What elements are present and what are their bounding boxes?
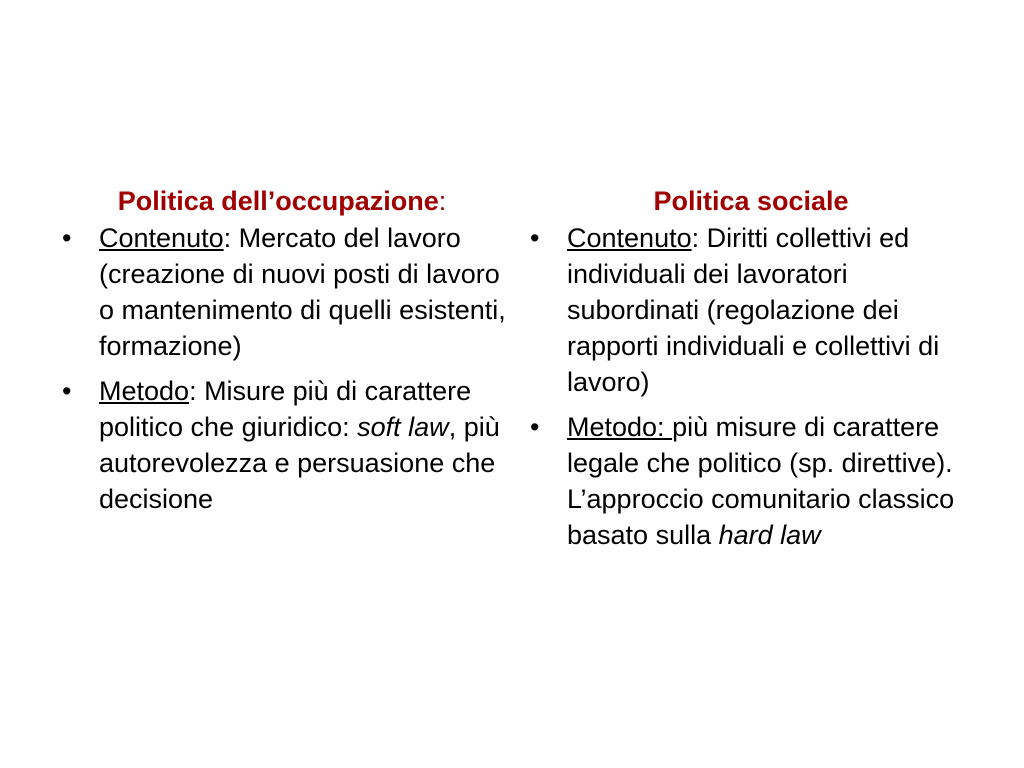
left-bullet-metodo bbox=[58, 373, 506, 517]
left-column-title bbox=[58, 183, 506, 219]
bullet-label: Metodo: bbox=[567, 412, 673, 442]
bullet-icon: • bbox=[62, 223, 72, 253]
left-column bbox=[58, 183, 506, 526]
left-title-text: Politica dell’occupazione bbox=[117, 186, 439, 216]
bullet-text-after: , più autorevolezza e persuasione che decisione bbox=[99, 412, 500, 514]
bullet-icon: • bbox=[530, 223, 540, 253]
bullet-text-before: più misure di carattere legale che politico (sp. direttive). L’approccio comunitario classico basato sulla bbox=[567, 412, 955, 550]
bullet-icon: • bbox=[530, 412, 540, 442]
right-bullet-metodo bbox=[526, 409, 976, 553]
bullet-label: Metodo bbox=[99, 376, 190, 406]
left-title-suffix: : bbox=[438, 186, 447, 216]
right-column bbox=[526, 183, 976, 562]
bullet-emphasis: hard law bbox=[718, 520, 821, 550]
bullet-text: : Mercato del lavoro (creazione di nuovi posti di lavoro o mantenimento di quelli esistenti, formazione) bbox=[99, 223, 506, 361]
left-bullet-contenuto bbox=[58, 220, 506, 364]
bullet-icon: • bbox=[62, 376, 72, 406]
left-bullet-list bbox=[58, 220, 506, 517]
bullet-label: Contenuto bbox=[567, 223, 692, 253]
bullet-text-before: : Misure più di carattere politico che giuridico: bbox=[99, 376, 472, 442]
right-column-title: Politica sociale bbox=[653, 186, 849, 216]
right-bullet-contenuto bbox=[526, 220, 976, 400]
right-bullet-list bbox=[526, 220, 976, 553]
bullet-text: : Diritti collettivi ed individuali dei lavoratori subordinati (regolazione dei rapporti individuali e collettivi di lavoro) bbox=[567, 223, 940, 397]
bullet-emphasis: soft law bbox=[357, 412, 449, 442]
bullet-label: Contenuto bbox=[99, 223, 224, 253]
